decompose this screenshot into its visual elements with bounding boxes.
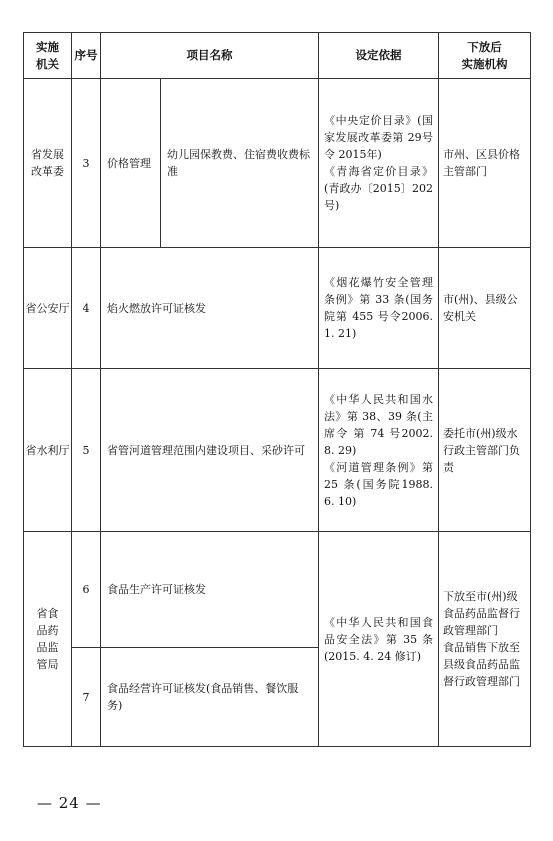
table-row [24, 79, 531, 248]
header-item-name: 项目名称 [101, 33, 319, 79]
table-row [24, 248, 531, 369]
basis-cell: 《中央定价目录》(国家发展改革委第 29号令 2015年) 《青海省定价目录》(青政办〔2015〕202号) [319, 79, 439, 248]
header-delegated: 下放后 实施机构 [439, 33, 531, 79]
header-authority: 实施 机关 [24, 33, 72, 79]
delegated-cell: 委托市(州)级水行政主管部门负责 [439, 369, 531, 532]
basis-cell: 《中华人民共和国水法》第 38、39 条(主席令 第 74 号2002. 8. 29) 《河道管理条例》第25 条(国务院1988. 6. 10) [319, 369, 439, 532]
category-cell: 价格管理 [101, 79, 161, 248]
item-cell: 食品经营许可证核发(食品销售、餐饮服务) [101, 648, 319, 747]
basis-cell: 《中华人民共和国食品安全法》第 35 条(2015. 4. 24 修订) [319, 532, 439, 747]
item-cell: 焰火燃放许可证核发 [101, 248, 319, 369]
authority-cell: 省公安厅 [24, 248, 72, 369]
authority-cell: 省水利厅 [24, 369, 72, 532]
delegated-cell: 市(州)、县级公安机关 [439, 248, 531, 369]
header-row [24, 33, 531, 79]
item-cell: 食品生产许可证核发 [101, 532, 319, 648]
authority-cell: 省食 品药 品监 管局 [24, 532, 72, 747]
delegated-cell: 下放至市(州)级食品药品监督行政管理部门 食品销售下放至县级食品药品监督行政管理部门 [439, 532, 531, 747]
seq-cell: 4 [72, 248, 101, 369]
table-row [24, 369, 531, 532]
header-basis: 设定依据 [319, 33, 439, 79]
delegated-cell: 市州、区县价格主管部门 [439, 79, 531, 248]
seq-cell: 7 [72, 648, 101, 747]
page-number: — 24 — [37, 794, 102, 812]
item-cell: 幼儿园保教费、住宿费收费标准 [161, 79, 319, 248]
delegation-table [23, 32, 531, 747]
item-cell: 省管河道管理范围内建设项目、采砂许可 [101, 369, 319, 532]
table-row [24, 532, 531, 648]
seq-cell: 3 [72, 79, 101, 248]
basis-cell: 《烟花爆竹安全管理条例》第 33 条(国务院第 455 号令2006. 1. 21) [319, 248, 439, 369]
seq-cell: 5 [72, 369, 101, 532]
seq-cell: 6 [72, 532, 101, 648]
header-seq: 序号 [72, 33, 101, 79]
authority-cell: 省发展 改革委 [24, 79, 72, 248]
